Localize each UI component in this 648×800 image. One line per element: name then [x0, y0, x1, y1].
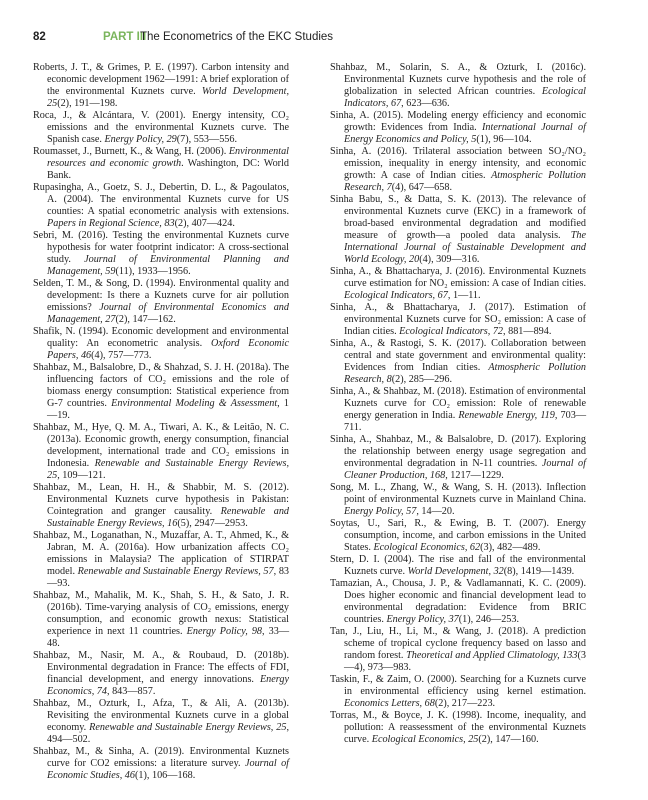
reference-entry: [33, 482, 289, 530]
reference-source: Renewable and Sustainable Energy Reviews, 57: [77, 566, 274, 577]
reference-pages: (2), 147—162.: [115, 314, 176, 325]
reference-entry: [330, 110, 586, 146]
reference-entry: [330, 62, 586, 110]
references-right-column: [330, 62, 586, 746]
reference-entry: [33, 326, 289, 362]
reference-pages: , 14—20.: [416, 506, 455, 517]
reference-source: Energy Policy, 29: [104, 134, 177, 145]
reference-text: Shahbaz, M., Hye, Q. M. A., Tiwari, A. K., & Leitão, N. C. (2013a). Economic growth, energy consumption, financial development, international trade and CO₂ emissions in Indonesia.: [33, 422, 289, 469]
reference-entry: [330, 386, 586, 434]
page-number: 82: [33, 31, 46, 43]
reference-pages: . Washington, DC: World Bank.: [47, 158, 289, 181]
reference-text: Shahbaz, M., Balsalobre, D., & Shahzad, S. J. H. (2018a). The influencing factors of CO₂ emissions and the role of biomass energy consumption: Statistical experience from G-7 countries.: [33, 362, 289, 409]
reference-text: Shafik, N. (1994). Economic development and environmental quality: An econometric analysis.: [33, 326, 289, 349]
reference-pages: (2), 147—160.: [478, 734, 539, 745]
reference-pages: , 1—11.: [447, 290, 481, 301]
reference-text: Sinha, A. (2015). Modeling energy efficiency and economic growth: Evidences from India.: [330, 110, 586, 133]
reference-source: Renewable and Sustainable Energy Reviews, 16: [47, 506, 290, 529]
reference-source: Energy Policy, 98: [186, 626, 263, 637]
reference-pages: , 623—636.: [401, 98, 450, 109]
reference-text: Roumasset, J., Burnett, K., & Wang, H. (2006).: [33, 146, 229, 157]
reference-pages: (1), 96—104.: [476, 134, 532, 145]
reference-source: Economics Letters, 68: [344, 698, 435, 709]
reference-text: Tamazian, A., Chousa, J. P., & Vadlamannati, K. C. (2009). Does higher economic and financial development lead to environmental degradation: Evidence from BRIC countries.: [330, 578, 586, 625]
reference-entry: [330, 146, 586, 194]
reference-entry: [330, 338, 586, 386]
reference-text: Shahbaz, M., & Sinha, A. (2019). Environmental Kuznets curve for CO2 emissions: a literature survey.: [33, 746, 289, 769]
reference-source: The International Journal of Sustainable Development and World Ecology, 20: [344, 230, 586, 265]
reference-entry: [330, 578, 586, 626]
reference-entry: [330, 674, 586, 710]
reference-pages: (2), 217—223.: [434, 698, 496, 709]
reference-source: Ecological Economics, 25: [371, 734, 479, 745]
reference-source: Ecological Indicators, 72: [399, 326, 504, 337]
reference-entry: [33, 182, 289, 230]
reference-text: Shahbaz, M., Mahalik, M. K., Shah, S. H., & Sato, J. R. (2016b). Time-varying analysis of CO₂ emissions, energy consumption, and economic growth nexus: Statistical experience in next 11 countries.: [33, 590, 289, 637]
reference-text: Taskin, F., & Zaim, O. (2000). Searching for a Kuznets curve in environmental efficiency using kernel estimation.: [330, 674, 586, 697]
reference-text: Soytas, U., Sari, R., & Ewing, B. T. (2007). Energy consumption, income, and carbon emissions in the United States.: [330, 518, 586, 553]
reference-text: Sinha, A. (2016). Trilateral association between SO₂/NO₂ emission, inequality in energy intensity, and economic growth: A case of Indian cities.: [330, 146, 586, 181]
part-label: PART III: [103, 31, 147, 43]
reference-source: Environmental Modeling & Assessment: [111, 398, 278, 409]
running-header: [33, 31, 593, 47]
reference-entry: [33, 146, 289, 182]
reference-source: Atmospheric Pollution Research, 8: [344, 362, 586, 385]
reference-pages: (2), 285—296.: [391, 374, 452, 385]
reference-text: Sinha, A., Shahbaz, M., & Balsalobre, D. (2017). Exploring the relationship between energy usage segregation and environmental degradation in N-11 countries.: [330, 434, 586, 469]
reference-source: Journal of Environmental Economics and Management, 27: [47, 302, 289, 325]
reference-entry: [330, 266, 586, 302]
reference-pages: (1), 106—168.: [135, 770, 196, 781]
reference-pages: (8), 1419—1439.: [503, 566, 575, 577]
reference-source: Ecological Indicators, 67: [344, 86, 586, 109]
reference-source: Atmospheric Pollution Research, 7: [344, 170, 587, 193]
reference-source: Papers in Regional Science, 83: [47, 218, 175, 229]
reference-text: Shahbaz, M., Loganathan, N., Muzaffar, A. T., Ahmed, K., & Jabran, M. A. (2016a). How urbanization affects CO₂ emissions in Malaysia? The application of STIRPAT model.: [33, 530, 289, 577]
reference-pages: (4), 647—658.: [391, 182, 452, 193]
reference-pages: (5), 2947—2953.: [177, 518, 248, 529]
reference-source: Theoretical and Applied Climatology, 133: [406, 650, 578, 661]
reference-pages: , 843—857.: [106, 686, 156, 697]
reference-pages: (4), 757—773.: [91, 350, 152, 361]
reference-text: Roca, J., & Alcántara, V. (2001). Energy intensity, CO₂ emissions and the environmental Kuznets curve. The Spanish case.: [33, 110, 289, 145]
reference-text: Sinha, A., & Bhattacharya, J. (2016). Environmental Kuznets curve estimation for NO₂ emission: A case of Indian cities.: [330, 266, 586, 289]
reference-text: Selden, T. M., & Song, D. (1994). Environmental quality and development: Is there a Kuznets curve for air pollution emissions?: [33, 278, 289, 313]
reference-source: Renewable and Sustainable Energy Reviews, 25: [47, 458, 289, 481]
reference-source: World Development, 25: [47, 86, 289, 109]
reference-text: Song, M. L., Zhang, W., & Wang, S. H. (2013). Inflection point of environmental Kuznets curve in Mainland China.: [330, 482, 586, 505]
reference-pages: , 881—894.: [503, 326, 552, 337]
reference-pages: (2), 407—424.: [174, 218, 235, 229]
reference-entry: [330, 434, 586, 482]
reference-source: Energy Economics, 74: [47, 674, 289, 697]
reference-entry: [33, 230, 289, 278]
reference-entry: [330, 482, 586, 518]
reference-pages: , 494—502.: [47, 722, 289, 745]
reference-text: Sinha Babu, S., & Datta, S. K. (2013). The relevance of environmental Kuznets curve (EKC) in a framework of broad-based environmental degradation and modified measure of growth—a pooled data analysis.: [330, 194, 586, 241]
reference-entry: [33, 422, 289, 482]
reference-entry: [330, 194, 586, 266]
reference-source: International Journal of Energy Economics and Policy, 5: [344, 122, 586, 145]
reference-entry: [33, 590, 289, 650]
reference-pages: (1), 246—253.: [458, 614, 520, 625]
reference-source: Ecological Economics, 62: [373, 542, 481, 553]
reference-entry: [33, 530, 289, 590]
reference-text: Tan, J., Liu, H., Li, M., & Wang, J. (2018). A prediction scheme of tropical cyclone frequency based on lasso and random forest.: [330, 626, 586, 661]
reference-source: Environmental resources and economic growth: [47, 146, 289, 169]
reference-text: Rupasingha, A., Goetz, S. J., Debertin, D. L., & Pagoulatos, A. (2004). The environmental Kuznets curve for US counties: A spatial econometric analysis with extensions.: [33, 182, 289, 217]
reference-entry: [33, 746, 289, 782]
reference-source: Journal of Economic Studies, 46: [47, 758, 289, 781]
reference-text: Sinha, A., & Rastogi, S. K. (2017). Collaboration between central and state government and environmental quality: Evidences from Indian cities.: [330, 338, 586, 373]
reference-pages: (11), 1933—1956.: [115, 266, 191, 277]
reference-pages: (2), 191—198.: [57, 98, 118, 109]
reference-entry: [330, 554, 586, 578]
reference-entry: [33, 362, 289, 422]
reference-entry: [33, 110, 289, 146]
part-title: The Econometrics of the EKC Studies: [140, 31, 334, 43]
reference-pages: , 33—48.: [47, 626, 290, 649]
references-left-column: [33, 62, 289, 782]
reference-pages: , 1217—1229.: [445, 470, 504, 481]
reference-source: Ecological Indicators, 67: [344, 290, 448, 301]
reference-source: Renewable and Sustainable Energy Reviews, 25: [89, 722, 287, 733]
reference-text: Sinha, A., & Shahbaz, M. (2018). Estimation of environmental Kuznets curve for CO₂ emission: Role of renewable energy generation in India.: [330, 386, 586, 421]
reference-source: Energy Policy, 37: [386, 614, 459, 625]
reference-source: Oxford Economic Papers, 46: [47, 338, 289, 361]
reference-entry: [33, 62, 289, 110]
reference-entry: [330, 626, 586, 674]
reference-source: Journal of Environmental Planning and Management, 59: [47, 254, 290, 277]
reference-pages: , 1—19.: [47, 398, 290, 421]
reference-text: Shahbaz, M., Solarin, S. A., & Ozturk, I. (2016c). Environmental Kuznets curve hypothesis and the role of globalization in selected African countries.: [330, 62, 586, 97]
reference-text: Shahbaz, M., Nasir, M. A., & Roubaud, D. (2018b). Environmental degradation in France: The effects of FDI, financial development, and energy innovations.: [33, 650, 289, 685]
reference-entry: [33, 650, 289, 698]
reference-entry: [33, 278, 289, 326]
reference-text: Shahbaz, M., Lean, H. H., & Shabbir, M. S. (2012). Environmental Kuznets curve hypothesis in Pakistan: Cointegration and granger causality.: [33, 482, 289, 517]
reference-text: Roberts, J. T., & Grimes, P. E. (1997). Carbon intensity and economic development 1962—1991: A brief exploration of the environmental Kuznets curve.: [33, 62, 289, 97]
reference-text: Sebri, M. (2016). Testing the environmental Kuznets curve hypothesis for water footprint indicator: A cross-sectional study.: [33, 230, 289, 265]
reference-text: Sinha, A., & Bhattacharya, J. (2017). Estimation of environmental Kuznets curve for SO₂ emission: A case of Indian cities.: [330, 302, 586, 337]
reference-pages: (7), 553—556.: [176, 134, 238, 145]
reference-pages: , 703—711.: [344, 410, 587, 433]
reference-pages: (3—4), 973—983.: [344, 650, 586, 673]
reference-source: Journal of Cleaner Production, 168: [344, 458, 586, 481]
reference-source: World Development, 32: [407, 566, 504, 577]
reference-pages: (3), 482—489.: [480, 542, 541, 553]
reference-entry: [330, 302, 586, 338]
reference-pages: , 109—121.: [57, 470, 106, 481]
reference-entry: [330, 518, 586, 554]
reference-text: Torras, M., & Boyce, J. K. (1998). Income, inequality, and pollution: A reassessment of the environmental Kuznets curve.: [330, 710, 586, 745]
reference-text: Shahbaz, M., Ozturk, I., Afza, T., & Ali, A. (2013b). Revisiting the environmental Kuznets curve in a global economy.: [33, 698, 289, 733]
reference-pages: , 83—93.: [47, 566, 290, 589]
reference-pages: (4), 309—316.: [419, 254, 480, 265]
reference-entry: [330, 710, 586, 746]
reference-source: Renewable Energy, 119: [458, 410, 555, 421]
reference-entry: [33, 698, 289, 746]
reference-source: Energy Policy, 57: [344, 506, 417, 517]
reference-text: Stern, D. I. (2004). The rise and fall of the environmental Kuznets curve.: [330, 554, 586, 577]
